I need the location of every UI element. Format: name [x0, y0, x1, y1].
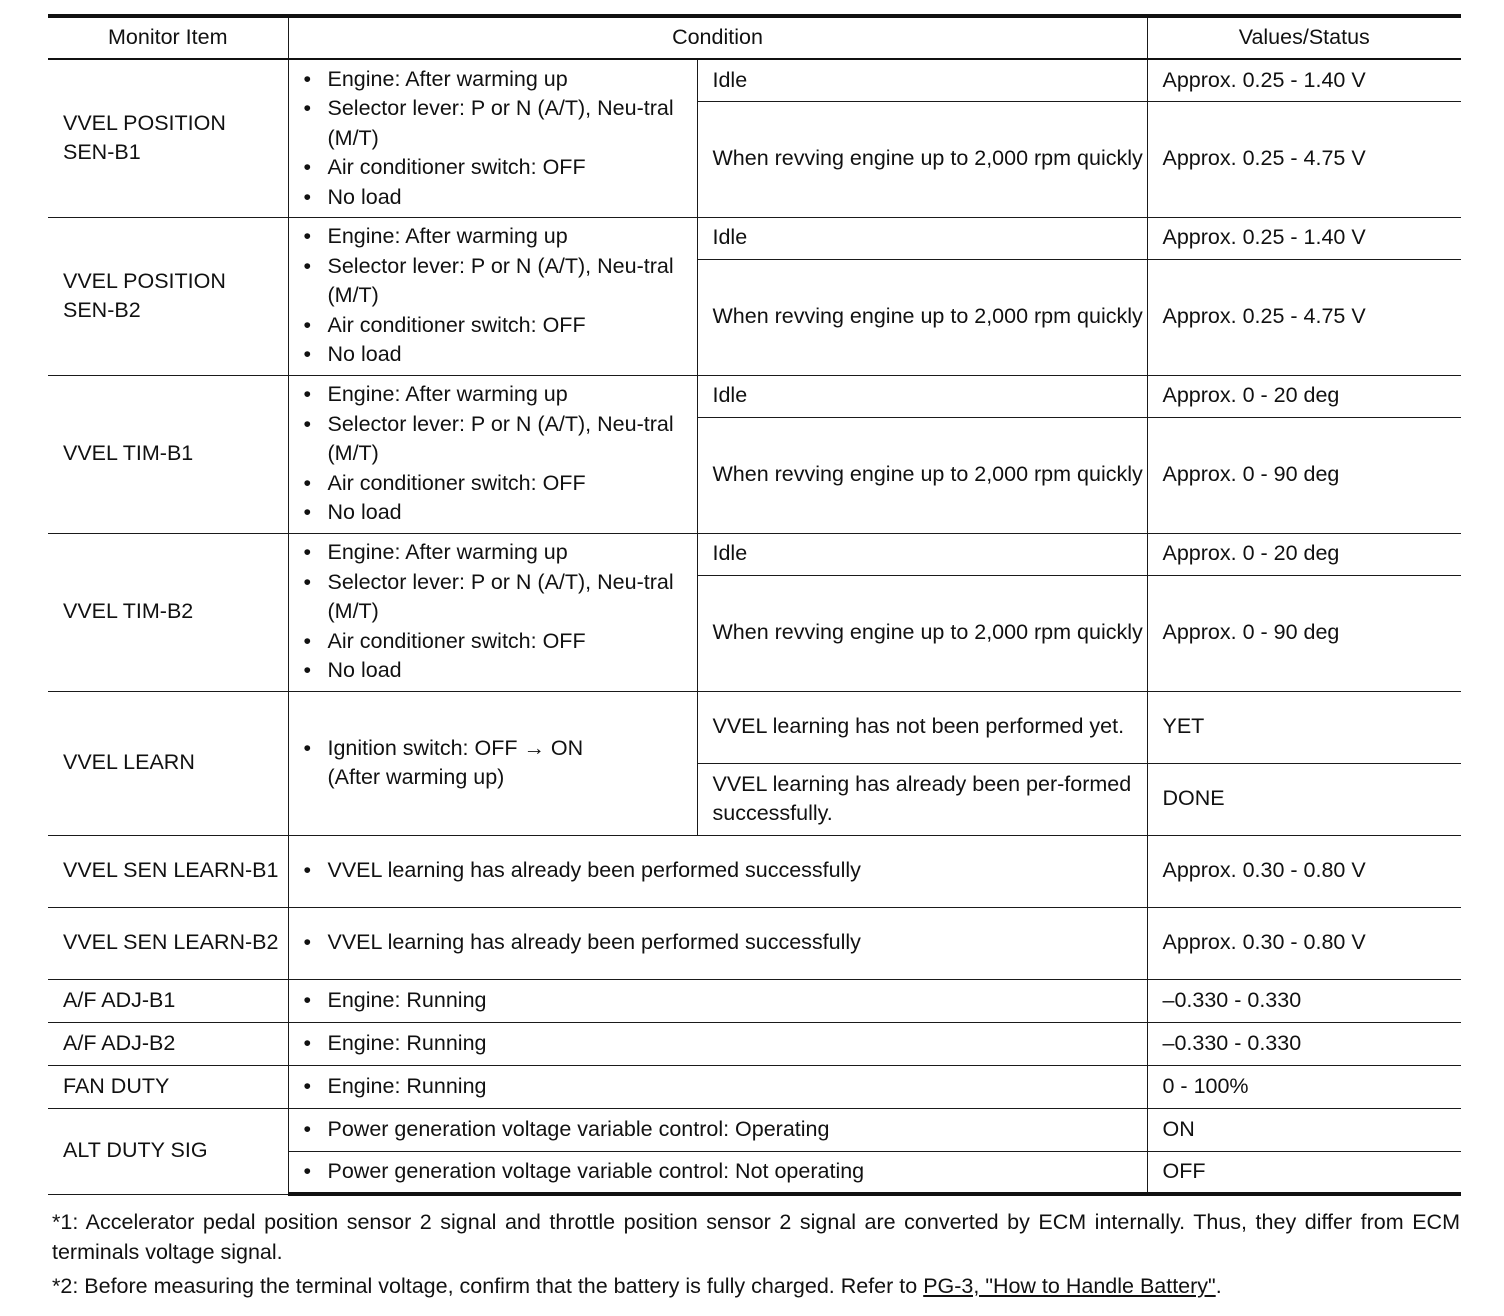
monitor-item-cell: VVEL TIM-B2 [48, 533, 288, 691]
sub-condition-cell: Idle [697, 533, 1147, 575]
value-cell: 0 - 100% [1147, 1065, 1461, 1108]
condition-bullet: • Engine: After warming up [304, 538, 697, 568]
sub-condition-cell: When revving engine up to 2,000 rpm quickly [697, 575, 1147, 691]
table-row [48, 533, 1461, 575]
condition-line: (After warming up) [327, 765, 505, 789]
table-row [48, 1108, 1461, 1151]
value-cell: Approx. 0.25 - 1.40 V [1147, 59, 1461, 101]
condition-bullet: • No load [304, 656, 697, 686]
monitor-item-cell: VVEL POSITION SEN-B2 [48, 217, 288, 375]
condition-bullet: • Air conditioner switch: OFF [304, 469, 697, 499]
value-cell: –0.330 - 0.330 [1147, 1022, 1461, 1065]
value-cell: Approx. 0 - 90 deg [1147, 417, 1461, 533]
table-row [48, 1065, 1461, 1108]
condition-cell [288, 533, 697, 691]
condition-bullet: • Air conditioner switch: OFF [304, 627, 697, 657]
condition-cell [288, 691, 697, 835]
condition-cell [288, 835, 1147, 907]
value-cell: Approx. 0.25 - 1.40 V [1147, 217, 1461, 259]
condition-cell [288, 217, 697, 375]
condition-cell [288, 979, 1147, 1022]
table-row [48, 907, 1461, 979]
header-condition: Condition [288, 16, 1147, 59]
condition-bullet: • Engine: After warming up [304, 380, 697, 410]
value-cell: Approx. 0.30 - 0.80 V [1147, 835, 1461, 907]
value-cell: OFF [1147, 1151, 1461, 1194]
sub-condition-cell: When revving engine up to 2,000 rpm quickly [697, 101, 1147, 217]
condition-bullet: • Engine: After warming up [304, 65, 697, 95]
header-values-status: Values/Status [1147, 16, 1461, 59]
monitor-item-cell: A/F ADJ-B1 [48, 979, 288, 1022]
header-monitor-item: Monitor Item [48, 16, 288, 59]
condition-cell [288, 907, 1147, 979]
sub-condition-cell: When revving engine up to 2,000 rpm quickly [697, 259, 1147, 375]
condition-bullet: • Air conditioner switch: OFF [304, 153, 697, 183]
table-row [48, 691, 1461, 763]
monitor-item-cell: VVEL SEN LEARN-B1 [48, 835, 288, 907]
monitor-item-cell: VVEL TIM-B1 [48, 375, 288, 533]
condition-cell [288, 1065, 1147, 1108]
monitor-item-cell: VVEL POSITION SEN-B1 [48, 59, 288, 217]
condition-bullet: • No load [304, 498, 697, 528]
condition-bullet: • Selector lever: P or N (A/T), Neu-tral (M/T) [304, 410, 697, 469]
table-row [48, 835, 1461, 907]
monitor-item-cell: A/F ADJ-B2 [48, 1022, 288, 1065]
value-cell: –0.330 - 0.330 [1147, 979, 1461, 1022]
value-cell: Approx. 0 - 20 deg [1147, 375, 1461, 417]
table-row [48, 979, 1461, 1022]
condition-bullet: • Selector lever: P or N (A/T), Neu-tral (M/T) [304, 94, 697, 153]
condition-bullet: • Engine: Running [304, 1029, 1147, 1059]
monitor-item-cell: VVEL LEARN [48, 691, 288, 835]
condition-bullet: • Power generation voltage variable control: Operating [304, 1115, 1147, 1145]
value-cell: Approx. 0.30 - 0.80 V [1147, 907, 1461, 979]
table-row [48, 217, 1461, 259]
footnote-2-text: *2: Before measuring the terminal voltage, confirm that the battery is fully charged. Refer to [52, 1274, 924, 1298]
condition-cell [288, 59, 697, 217]
sub-condition-cell: When revving engine up to 2,000 rpm quickly [697, 417, 1147, 533]
condition-bullet: • No load [304, 340, 697, 370]
footnote-1: *1: Accelerator pedal position sensor 2 signal and throttle position sensor 2 signal are converted by ECM internally. Thus, they differ from ECM terminals voltage signal. [52, 1210, 1460, 1264]
header-row [48, 16, 1461, 59]
condition-bullet: • VVEL learning has already been performed successfully [304, 856, 1147, 886]
condition-bullet: • Selector lever: P or N (A/T), Neu-tral (M/T) [304, 252, 697, 311]
footnotes [52, 1207, 1460, 1305]
condition-bullet: • No load [304, 183, 697, 213]
table-row [48, 59, 1461, 101]
sub-condition-cell: Idle [697, 217, 1147, 259]
sub-condition-cell: VVEL learning has not been performed yet. [697, 691, 1147, 763]
table-row [48, 1022, 1461, 1065]
condition-line: Ignition switch: OFF → ON [327, 735, 584, 760]
condition-cell [288, 1108, 1147, 1151]
condition-bullet: • Engine: After warming up [304, 222, 697, 252]
table-row [48, 375, 1461, 417]
condition-cell [288, 1151, 1147, 1194]
monitor-item-cell: VVEL SEN LEARN-B2 [48, 907, 288, 979]
condition-bullet: • VVEL learning has already been performed successfully [304, 928, 1147, 958]
condition-cell [288, 375, 697, 533]
condition-bullet: • Air conditioner switch: OFF [304, 311, 697, 341]
value-cell: Approx. 0.25 - 4.75 V [1147, 101, 1461, 217]
value-cell: YET [1147, 691, 1461, 763]
value-cell: Approx. 0 - 90 deg [1147, 575, 1461, 691]
condition-bullet: • Engine: Running [304, 1072, 1147, 1102]
condition-bullet [304, 734, 697, 793]
sub-condition-cell: Idle [697, 59, 1147, 101]
footnote-2-end: . [1215, 1274, 1222, 1298]
value-cell: ON [1147, 1108, 1461, 1151]
condition-bullet: • Power generation voltage variable control: Not operating [304, 1157, 1147, 1187]
value-cell: Approx. 0.25 - 4.75 V [1147, 259, 1461, 375]
monitor-item-cell: FAN DUTY [48, 1065, 288, 1108]
monitor-spec-table [48, 14, 1461, 1196]
condition-bullet: • Engine: Running [304, 986, 1147, 1016]
monitor-item-cell: ALT DUTY SIG [48, 1108, 288, 1194]
sub-condition-cell: Idle [697, 375, 1147, 417]
value-cell: Approx. 0 - 20 deg [1147, 533, 1461, 575]
battery-reference-link[interactable]: PG-3, "How to Handle Battery" [923, 1274, 1216, 1298]
footnote-2 [52, 1271, 1460, 1301]
condition-bullet: • Selector lever: P or N (A/T), Neu-tral (M/T) [304, 568, 697, 627]
sub-condition-cell: VVEL learning has already been per-formed successfully. [697, 763, 1147, 835]
condition-cell [288, 1022, 1147, 1065]
value-cell: DONE [1147, 763, 1461, 835]
